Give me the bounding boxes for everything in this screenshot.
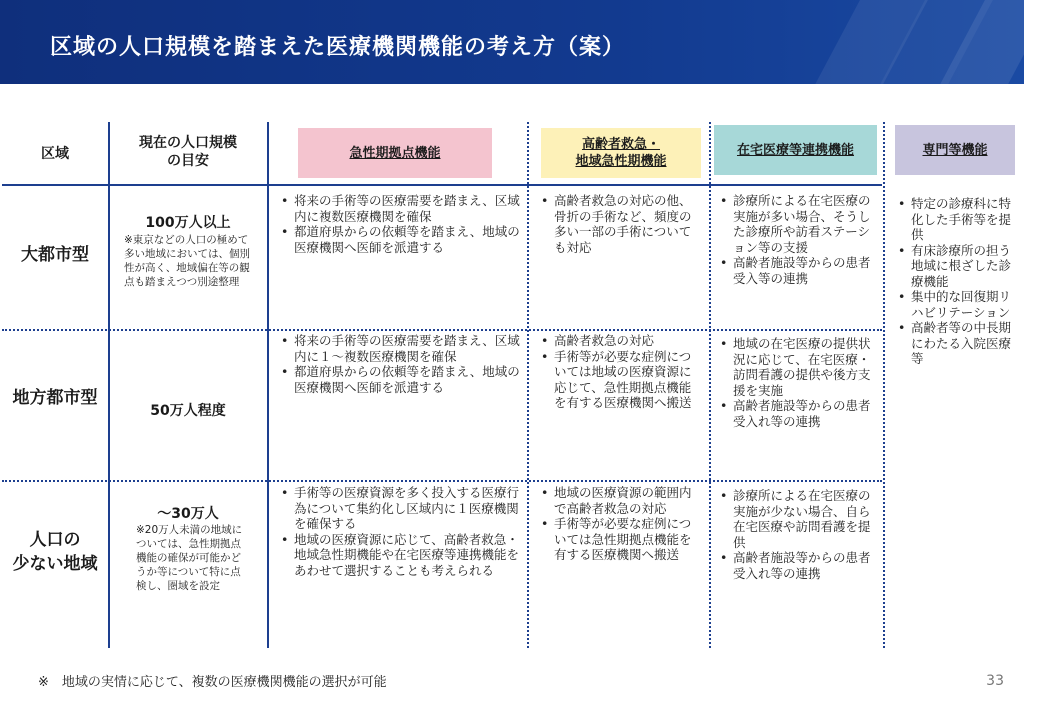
list-item: • 地域の医療資源の範囲内で高齢者救急の対応 [540, 485, 702, 516]
region-small-line2: 少ない地域 [12, 554, 98, 574]
list-item: • 地域の在宅医療の提供状況に応じて、在宅医療・訪問看護の提供や後方支援を実施 [719, 336, 881, 398]
cell-elderly-large-city [540, 193, 702, 255]
header-region: 区域 [41, 146, 69, 162]
note-large-city: ※東京などの人口の極めて多い地域においては、個別性が高く、地域偏在等の観点も踏まえつつ別途整理 [124, 234, 250, 288]
list-item: • 将来の手術等の医療需要を踏まえ、区域内に複数医療機関を確保 [280, 193, 520, 224]
header-elderly-line1: 高齢者救急・ [581, 137, 660, 152]
column-divider [883, 122, 885, 648]
list-item: • 都道府県からの依頼等を踏まえ、地域の医療機関へ医師を派遣する [280, 224, 520, 255]
header-population-line1: 現在の人口規模 [139, 135, 237, 151]
cell-specialty [897, 196, 1037, 367]
region-small-line1: 人口の [29, 530, 81, 550]
list-item: • 都道府県からの依頼等を踏まえ、地域の医療機関へ医師を派遣する [280, 364, 520, 395]
list-item: • 手術等が必要な症例については急性期拠点機能を有する医療機関へ搬送 [540, 516, 702, 563]
list-item: • 高齢者等の中長期にわたる入院医療 等 [897, 320, 1019, 367]
population-regional-city: 50万人程度 [150, 403, 226, 419]
cell-elderly-regional-city [540, 333, 702, 411]
header-specialty: 専門等機能 [895, 125, 1015, 175]
footnote: ※ 地域の実情に応じて、複数の医療機関機能の選択が可能 [38, 675, 387, 690]
cell-acute-large-city [280, 193, 520, 255]
header-acute-hub: 急性期拠点機能 [298, 128, 492, 178]
list-item: • 地域の医療資源に応じて、高齢者救急・地域急性期機能や在宅医療等連携機能をあわせて選択することも考えられる [280, 532, 520, 579]
region-large-city: 大都市型 [21, 245, 89, 265]
column-divider [108, 122, 110, 648]
list-item: • 診療所による在宅医療の実施が少ない場合、自ら在宅医療や訪問看護を提供 [719, 488, 881, 550]
list-item: • 集中的な回復期リハビリテーション [897, 289, 1019, 320]
note-small-population: ※20万人未満の地域については、急性期拠点機能の確保が可能かどうか等について特に点検し、圏域を設定 [136, 524, 243, 592]
header-elderly-emergency [541, 128, 701, 178]
list-item: • 高齢者施設等からの患者受入等の連携 [719, 255, 881, 286]
cell-elderly-small-population [540, 485, 702, 563]
list-item: • 高齢者救急の対応の他、骨折の手術など、頻度の多い一部の手術についても対応 [540, 193, 702, 255]
row-divider [2, 480, 882, 482]
row-divider [2, 329, 882, 331]
population-large-city: 100万人以上 [145, 215, 231, 231]
list-item: • 将来の手術等の医療需要を踏まえ、区域内に１～複数医療機関を確保 [280, 333, 520, 364]
list-item: • 診療所による在宅医療の実施が多い場合、そうした診療所や訪看ステーション等の支援 [719, 193, 881, 255]
column-divider [527, 122, 529, 648]
page-number: 33 [986, 673, 1004, 689]
header-population-line2: の目安 [167, 153, 209, 169]
cell-homecare-regional-city [719, 336, 881, 429]
population-small-population: ～30万人 [157, 506, 219, 522]
cell-homecare-large-city [719, 193, 881, 286]
list-item: • 特定の診療科に特化した手術等を提供 [897, 196, 1019, 243]
region-small-population [6, 528, 104, 576]
region-regional-city: 地方都市型 [12, 388, 98, 408]
list-item: • 高齢者施設等からの患者受入れ等の連携 [719, 398, 881, 429]
list-item: • 高齢者救急の対応 [540, 333, 702, 349]
list-item: • 有床診療所の担う地域に根ざした診療機能 [897, 243, 1019, 290]
column-divider [709, 122, 711, 648]
header-population [112, 134, 264, 170]
title-banner [0, 0, 1024, 84]
cell-acute-small-population [280, 485, 520, 578]
header-elderly-line2: 地域急性期機能 [575, 154, 667, 169]
list-item: • 手術等が必要な症例については地域の医療資源に応じて、急性期拠点機能を有する医療機関へ搬送 [540, 349, 702, 411]
page-title: 区域の人口規模を踏まえた医療機関機能の考え方（案） [50, 35, 626, 60]
cell-acute-regional-city [280, 333, 520, 395]
list-item: • 高齢者施設等からの患者受入れ等の連携 [719, 550, 881, 581]
column-divider [267, 122, 269, 648]
header-rule [2, 184, 882, 186]
cell-homecare-small-population [719, 488, 881, 581]
header-home-care: 在宅医療等連携機能 [714, 125, 877, 175]
list-item: • 手術等の医療資源を多く投入する医療行為について集約化し区域内に１医療機関を確保する [280, 485, 520, 532]
